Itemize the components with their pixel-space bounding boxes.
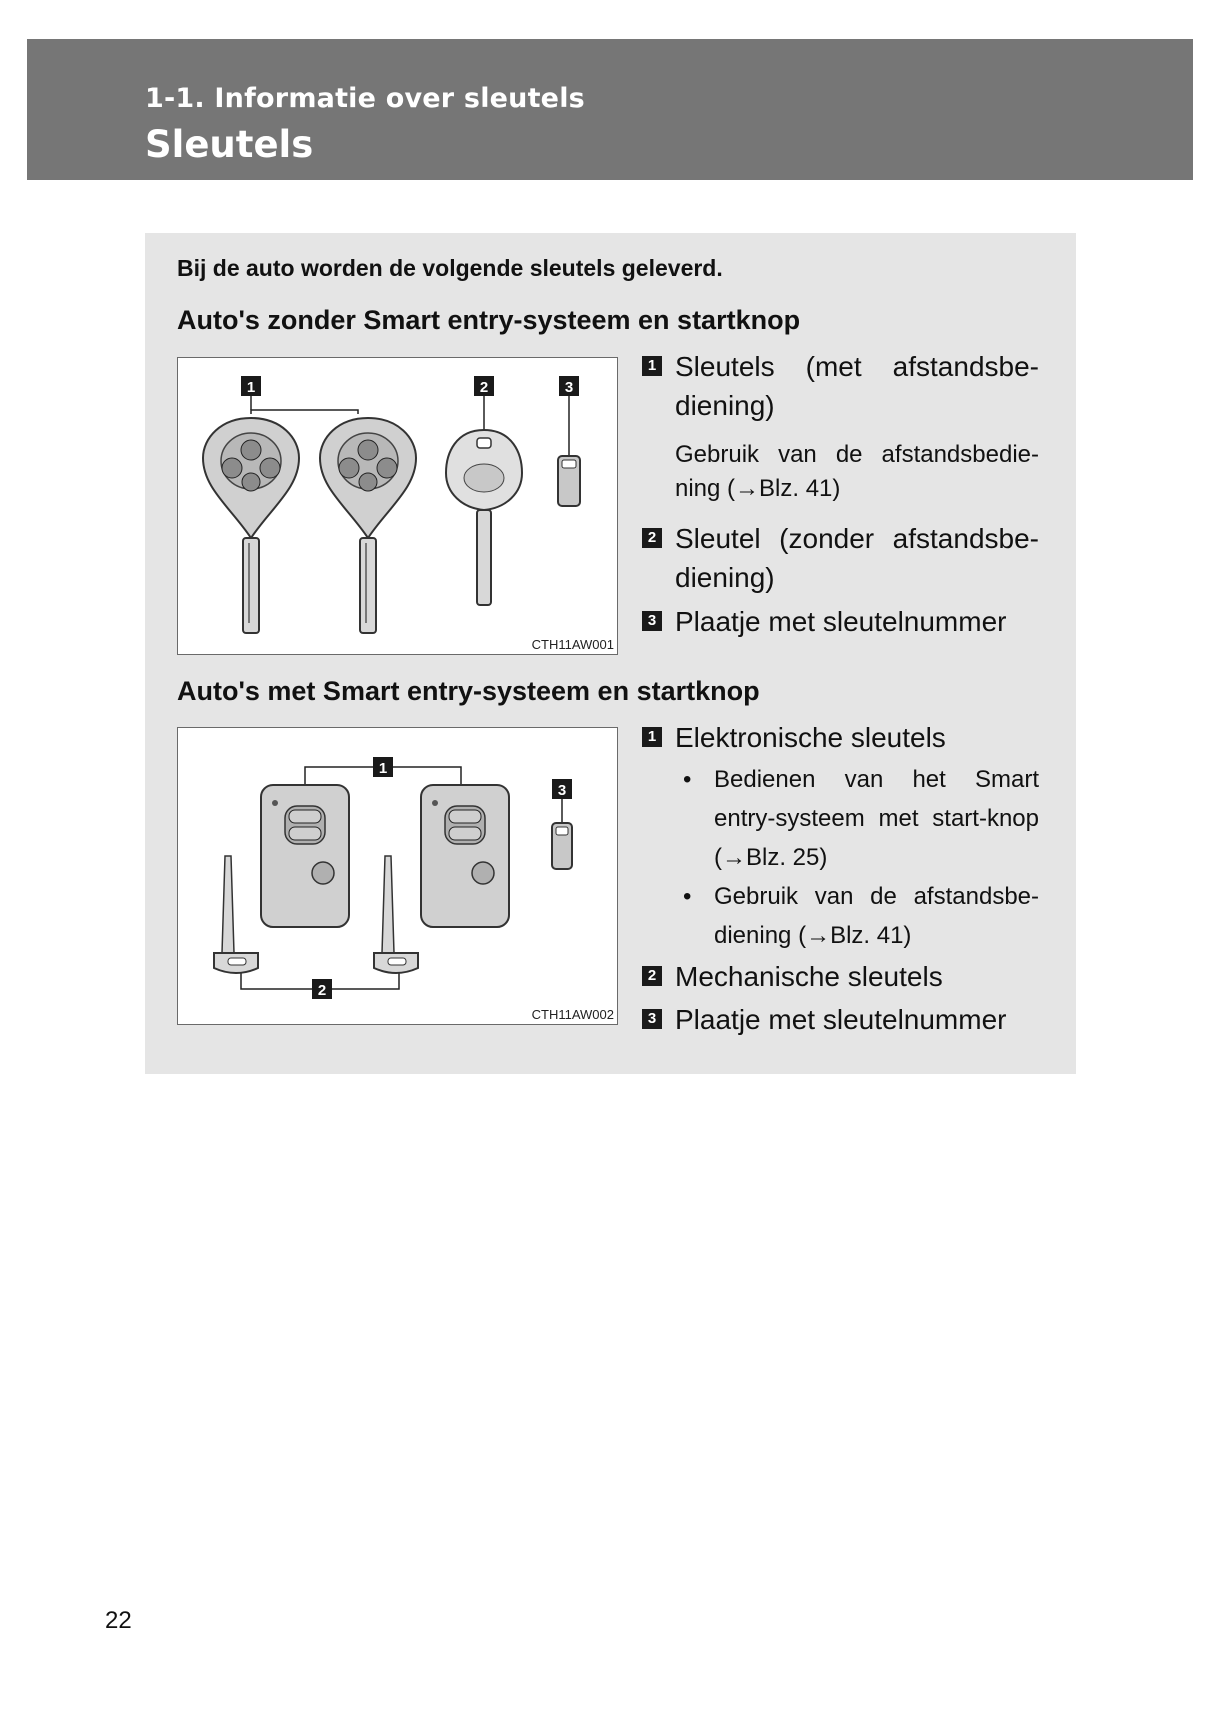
item-number: 2: [642, 528, 662, 548]
heading-without-smart: Auto's zonder Smart entry-systeem en startknop: [177, 305, 801, 335]
page-number: 22: [105, 1607, 132, 1634]
item-number: 3: [642, 611, 662, 631]
smart-key-icon: [421, 785, 509, 927]
item-label: Sleutels (met afstandsbe-diening): [675, 351, 1039, 421]
item-label: Sleutel (zonder afstandsbe-diening): [675, 523, 1039, 593]
figure-code: CTH11AW001: [531, 637, 614, 652]
callout-1: 1: [246, 379, 256, 396]
key-number-plate-icon: [552, 823, 572, 869]
remote-key-icon: [203, 418, 299, 633]
smart-keys-illustration: [178, 728, 619, 1026]
content-panel: [145, 233, 1076, 1074]
bullet-item: • Gebruik van de afstandsbe-diening (→Blz. 41): [675, 877, 1039, 955]
callout-2: 2: [479, 379, 489, 396]
list-item: [642, 957, 1039, 996]
bullet-item: • Bedienen van het Smart entry-systeem met start-knop (→Blz. 25): [675, 760, 1039, 877]
chapter-header: [27, 39, 1193, 180]
intro-text: Bij de auto worden de volgende sleutels geleverd.: [177, 255, 723, 281]
item-label: Plaatje met sleutelnummer: [675, 606, 1007, 637]
bullet-text: Gebruik van de afstandsbe-diening (→Blz. 41): [714, 883, 1039, 949]
key-number-plate-icon: [558, 456, 580, 506]
item-number: 2: [642, 966, 662, 986]
figure-code: CTH11AW002: [531, 1007, 614, 1022]
smart-key-icon: [261, 785, 349, 927]
keys-illustration: [178, 358, 619, 656]
item-label: Elektronische sleutels: [675, 722, 946, 753]
list-item: [642, 1000, 1039, 1039]
callout-2: 2: [317, 982, 327, 999]
section-title: 1-1. Informatie over sleutels: [145, 83, 585, 114]
plain-key-icon: [446, 430, 522, 605]
bullet-text: Bedienen van het Smart entry-systeem met start-knop (→Blz. 25): [714, 766, 1039, 871]
item-label: Mechanische sleutels: [675, 961, 943, 992]
mechanical-key-icon: [214, 856, 258, 973]
item-number: 1: [642, 356, 662, 376]
callout-3: 3: [564, 379, 574, 396]
list-item: [642, 347, 1039, 425]
heading-with-smart: Auto's met Smart entry-systeem en startknop: [177, 676, 760, 706]
mechanical-key-icon: [374, 856, 418, 973]
list-item: [642, 718, 1039, 757]
list-item: [642, 519, 1039, 597]
page-title: Sleutels: [145, 123, 314, 166]
remote-key-icon: [320, 418, 416, 633]
item-number: 3: [642, 1009, 662, 1029]
list-item: [642, 602, 1039, 641]
callout-1: 1: [378, 760, 388, 777]
item-note: Gebruik van de afstandsbedie-ning (→Blz. 41): [675, 441, 1039, 502]
figure-keys-with-smart: [177, 727, 618, 1025]
callout-3: 3: [557, 782, 567, 799]
figure-keys-without-smart: [177, 357, 618, 655]
item-label: Plaatje met sleutelnummer: [675, 1004, 1007, 1035]
item-number: 1: [642, 727, 662, 747]
